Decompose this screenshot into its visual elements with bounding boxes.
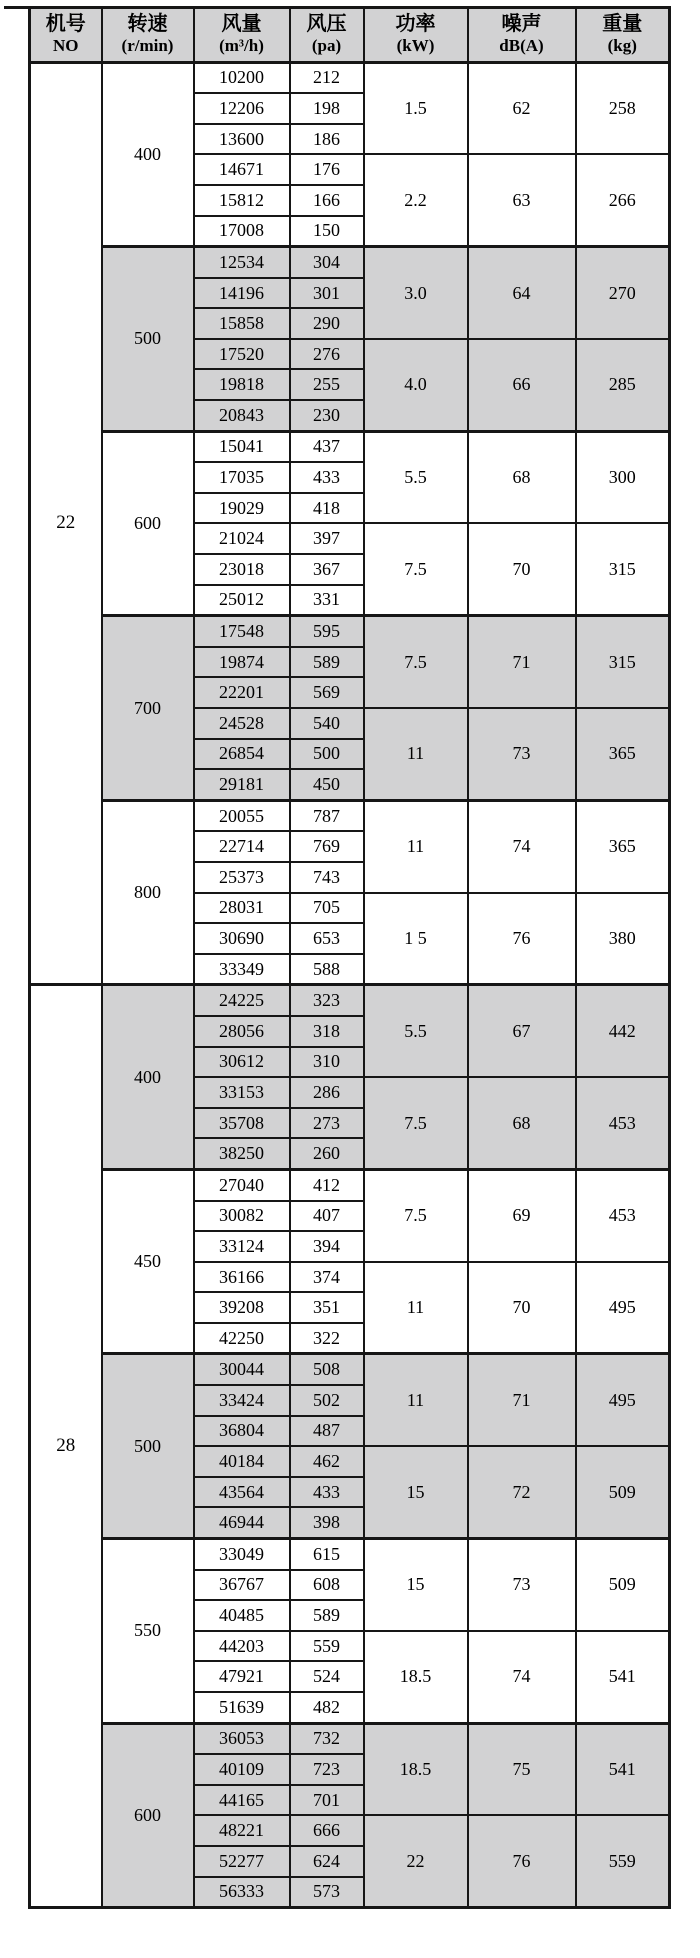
pressure-cell: 524 [290,1661,364,1692]
airflow-cell: 36166 [194,1262,290,1293]
airflow-cell: 12206 [194,93,290,124]
airflow-cell: 28031 [194,893,290,924]
weight-cell: 315 [576,616,670,708]
pressure-cell: 500 [290,739,364,770]
airflow-cell: 30082 [194,1201,290,1232]
noise-cell: 76 [468,893,576,985]
airflow-cell: 17520 [194,339,290,370]
power-cell: 7.5 [364,523,468,615]
machine-no-cell: 28 [30,985,102,1908]
weight-cell: 365 [576,800,670,892]
airflow-cell: 38250 [194,1138,290,1169]
pressure-cell: 487 [290,1416,364,1447]
airflow-cell: 39208 [194,1292,290,1323]
noise-cell: 64 [468,247,576,339]
weight-cell: 495 [576,1262,670,1354]
speed-cell: 500 [102,247,194,432]
column-unit: NO [53,36,79,55]
pressure-cell: 508 [290,1354,364,1385]
airflow-cell: 27040 [194,1169,290,1200]
table-row [30,247,670,278]
table-row [30,1169,670,1200]
airflow-cell: 56333 [194,1877,290,1908]
weight-cell: 380 [576,893,670,985]
noise-cell: 76 [468,1815,576,1907]
noise-cell: 73 [468,708,576,800]
airflow-cell: 36767 [194,1570,290,1601]
speed-cell: 400 [102,985,194,1170]
airflow-cell: 10200 [194,62,290,93]
airflow-cell: 28056 [194,1016,290,1047]
airflow-cell: 35708 [194,1108,290,1139]
pressure-cell: 769 [290,831,364,862]
pressure-cell: 351 [290,1292,364,1323]
machine-no-cell: 22 [30,62,102,985]
column-header-weight [576,8,670,63]
weight-cell: 442 [576,985,670,1077]
pressure-cell: 398 [290,1507,364,1538]
column-unit: dB(A) [499,36,544,55]
weight-cell: 453 [576,1077,670,1169]
airflow-cell: 40485 [194,1600,290,1631]
airflow-cell: 30044 [194,1354,290,1385]
weight-cell: 315 [576,523,670,615]
airflow-cell: 46944 [194,1507,290,1538]
speed-cell: 450 [102,1169,194,1354]
column-header-pressure [290,8,364,63]
pressure-cell: 212 [290,62,364,93]
pressure-cell: 573 [290,1877,364,1908]
weight-cell: 266 [576,154,670,246]
power-cell: 4.0 [364,339,468,431]
pressure-cell: 624 [290,1846,364,1877]
airflow-cell: 40184 [194,1446,290,1477]
airflow-cell: 23018 [194,554,290,585]
power-cell: 15 [364,1446,468,1538]
airflow-cell: 19874 [194,647,290,678]
pressure-cell: 418 [290,493,364,524]
table-row [30,62,670,93]
airflow-cell: 36804 [194,1416,290,1447]
airflow-cell: 15812 [194,185,290,216]
airflow-cell: 30612 [194,1047,290,1078]
noise-cell: 75 [468,1723,576,1815]
power-cell: 22 [364,1815,468,1907]
noise-cell: 70 [468,1262,576,1354]
column-title: 机号 [45,13,86,35]
airflow-cell: 19029 [194,493,290,524]
weight-cell: 285 [576,339,670,431]
noise-cell: 71 [468,1354,576,1446]
pressure-cell: 198 [290,93,364,124]
pressure-cell: 318 [290,1016,364,1047]
speed-cell: 400 [102,62,194,247]
power-cell: 11 [364,800,468,892]
power-cell: 5.5 [364,985,468,1077]
airflow-cell: 42250 [194,1323,290,1354]
pressure-cell: 615 [290,1539,364,1570]
pressure-cell: 150 [290,216,364,247]
airflow-cell: 44203 [194,1631,290,1662]
table-row [30,431,670,462]
airflow-cell: 44165 [194,1785,290,1816]
pressure-cell: 437 [290,431,364,462]
power-cell: 2.2 [364,154,468,246]
airflow-cell: 33349 [194,954,290,985]
pressure-cell: 255 [290,369,364,400]
weight-cell: 495 [576,1354,670,1446]
speed-cell: 550 [102,1539,194,1724]
airflow-cell: 20055 [194,800,290,831]
airflow-cell: 36053 [194,1723,290,1754]
column-title: 重量 [602,13,643,35]
pressure-cell: 502 [290,1385,364,1416]
column-unit: (m³/h) [219,36,264,55]
pressure-cell: 450 [290,769,364,800]
noise-cell: 69 [468,1169,576,1261]
weight-cell: 541 [576,1723,670,1815]
pressure-cell: 732 [290,1723,364,1754]
pressure-cell: 367 [290,554,364,585]
weight-cell: 509 [576,1446,670,1538]
fan-spec-table [28,6,671,1909]
airflow-cell: 52277 [194,1846,290,1877]
weight-cell: 559 [576,1815,670,1907]
pressure-cell: 394 [290,1231,364,1262]
pressure-cell: 589 [290,647,364,678]
column-unit: (kg) [607,36,637,55]
airflow-cell: 22714 [194,831,290,862]
airflow-cell: 40109 [194,1754,290,1785]
table-row [30,1723,670,1754]
weight-cell: 270 [576,247,670,339]
airflow-cell: 17035 [194,462,290,493]
airflow-cell: 15858 [194,308,290,339]
table-row [30,800,670,831]
pressure-cell: 589 [290,1600,364,1631]
power-cell: 7.5 [364,616,468,708]
pressure-cell: 540 [290,708,364,739]
noise-cell: 74 [468,800,576,892]
column-header-airflow [194,8,290,63]
airflow-cell: 51639 [194,1692,290,1723]
pressure-cell: 595 [290,616,364,647]
pressure-cell: 166 [290,185,364,216]
weight-cell: 509 [576,1539,670,1631]
power-cell: 7.5 [364,1077,468,1169]
pressure-cell: 374 [290,1262,364,1293]
pressure-cell: 276 [290,339,364,370]
airflow-cell: 19818 [194,369,290,400]
pressure-cell: 653 [290,923,364,954]
airflow-cell: 33049 [194,1539,290,1570]
pressure-cell: 301 [290,278,364,309]
airflow-cell: 13600 [194,124,290,155]
airflow-cell: 25012 [194,585,290,616]
pressure-cell: 743 [290,862,364,893]
noise-cell: 74 [468,1631,576,1723]
airflow-cell: 15041 [194,431,290,462]
pressure-cell: 433 [290,1477,364,1508]
column-title: 风压 [306,13,347,35]
table-body [30,62,670,1908]
pressure-cell: 331 [290,585,364,616]
pressure-cell: 176 [290,154,364,185]
pressure-cell: 462 [290,1446,364,1477]
airflow-cell: 17008 [194,216,290,247]
airflow-cell: 12534 [194,247,290,278]
speed-cell: 600 [102,431,194,616]
pressure-cell: 433 [290,462,364,493]
airflow-cell: 33424 [194,1385,290,1416]
airflow-cell: 24225 [194,985,290,1016]
pressure-cell: 569 [290,677,364,708]
airflow-cell: 33124 [194,1231,290,1262]
table-row [30,616,670,647]
airflow-cell: 30690 [194,923,290,954]
header-row [30,8,670,63]
power-cell: 1 5 [364,893,468,985]
noise-cell: 68 [468,431,576,523]
column-title: 转速 [127,13,168,35]
power-cell: 18.5 [364,1631,468,1723]
airflow-cell: 14671 [194,154,290,185]
power-cell: 11 [364,708,468,800]
power-cell: 15 [364,1539,468,1631]
noise-cell: 63 [468,154,576,246]
airflow-cell: 26854 [194,739,290,770]
pressure-cell: 666 [290,1815,364,1846]
power-cell: 11 [364,1354,468,1446]
pressure-cell: 290 [290,308,364,339]
column-header-noise [468,8,576,63]
table-header [30,8,670,63]
power-cell: 7.5 [364,1169,468,1261]
column-title: 风量 [221,13,262,35]
noise-cell: 73 [468,1539,576,1631]
airflow-cell: 24528 [194,708,290,739]
pressure-cell: 588 [290,954,364,985]
pressure-cell: 723 [290,1754,364,1785]
pressure-cell: 304 [290,247,364,278]
pressure-cell: 705 [290,893,364,924]
airflow-cell: 14196 [194,278,290,309]
airflow-cell: 25373 [194,862,290,893]
pressure-cell: 701 [290,1785,364,1816]
pressure-cell: 286 [290,1077,364,1108]
table-row [30,985,670,1016]
airflow-cell: 29181 [194,769,290,800]
pressure-cell: 482 [290,1692,364,1723]
power-cell: 11 [364,1262,468,1354]
table-row [30,1539,670,1570]
column-unit: (r/min) [121,36,174,55]
column-unit: (kW) [396,36,435,55]
airflow-cell: 22201 [194,677,290,708]
pressure-cell: 260 [290,1138,364,1169]
pressure-cell: 230 [290,400,364,431]
airflow-cell: 17548 [194,616,290,647]
pressure-cell: 186 [290,124,364,155]
weight-cell: 258 [576,62,670,154]
pressure-cell: 310 [290,1047,364,1078]
noise-cell: 72 [468,1446,576,1538]
noise-cell: 70 [468,523,576,615]
column-title: 噪声 [501,13,542,35]
airflow-cell: 43564 [194,1477,290,1508]
column-title: 功率 [395,13,436,35]
column-header-speed [102,8,194,63]
table-row [30,1354,670,1385]
noise-cell: 71 [468,616,576,708]
power-cell: 1.5 [364,62,468,154]
pressure-cell: 322 [290,1323,364,1354]
airflow-cell: 21024 [194,523,290,554]
column-header-power [364,8,468,63]
power-cell: 3.0 [364,247,468,339]
airflow-cell: 20843 [194,400,290,431]
noise-cell: 62 [468,62,576,154]
pressure-cell: 397 [290,523,364,554]
column-header-no [30,8,102,63]
noise-cell: 68 [468,1077,576,1169]
weight-cell: 453 [576,1169,670,1261]
pressure-cell: 608 [290,1570,364,1601]
noise-cell: 66 [468,339,576,431]
airflow-cell: 48221 [194,1815,290,1846]
column-unit: (pa) [311,36,342,55]
weight-cell: 541 [576,1631,670,1723]
power-cell: 5.5 [364,431,468,523]
speed-cell: 600 [102,1723,194,1908]
pressure-cell: 323 [290,985,364,1016]
speed-cell: 700 [102,616,194,801]
pressure-cell: 412 [290,1169,364,1200]
speed-cell: 500 [102,1354,194,1539]
speed-cell: 800 [102,800,194,985]
pressure-cell: 787 [290,800,364,831]
airflow-cell: 47921 [194,1661,290,1692]
pressure-cell: 407 [290,1201,364,1232]
pressure-cell: 559 [290,1631,364,1662]
weight-cell: 365 [576,708,670,800]
airflow-cell: 33153 [194,1077,290,1108]
power-cell: 18.5 [364,1723,468,1815]
noise-cell: 67 [468,985,576,1077]
pressure-cell: 273 [290,1108,364,1139]
weight-cell: 300 [576,431,670,523]
